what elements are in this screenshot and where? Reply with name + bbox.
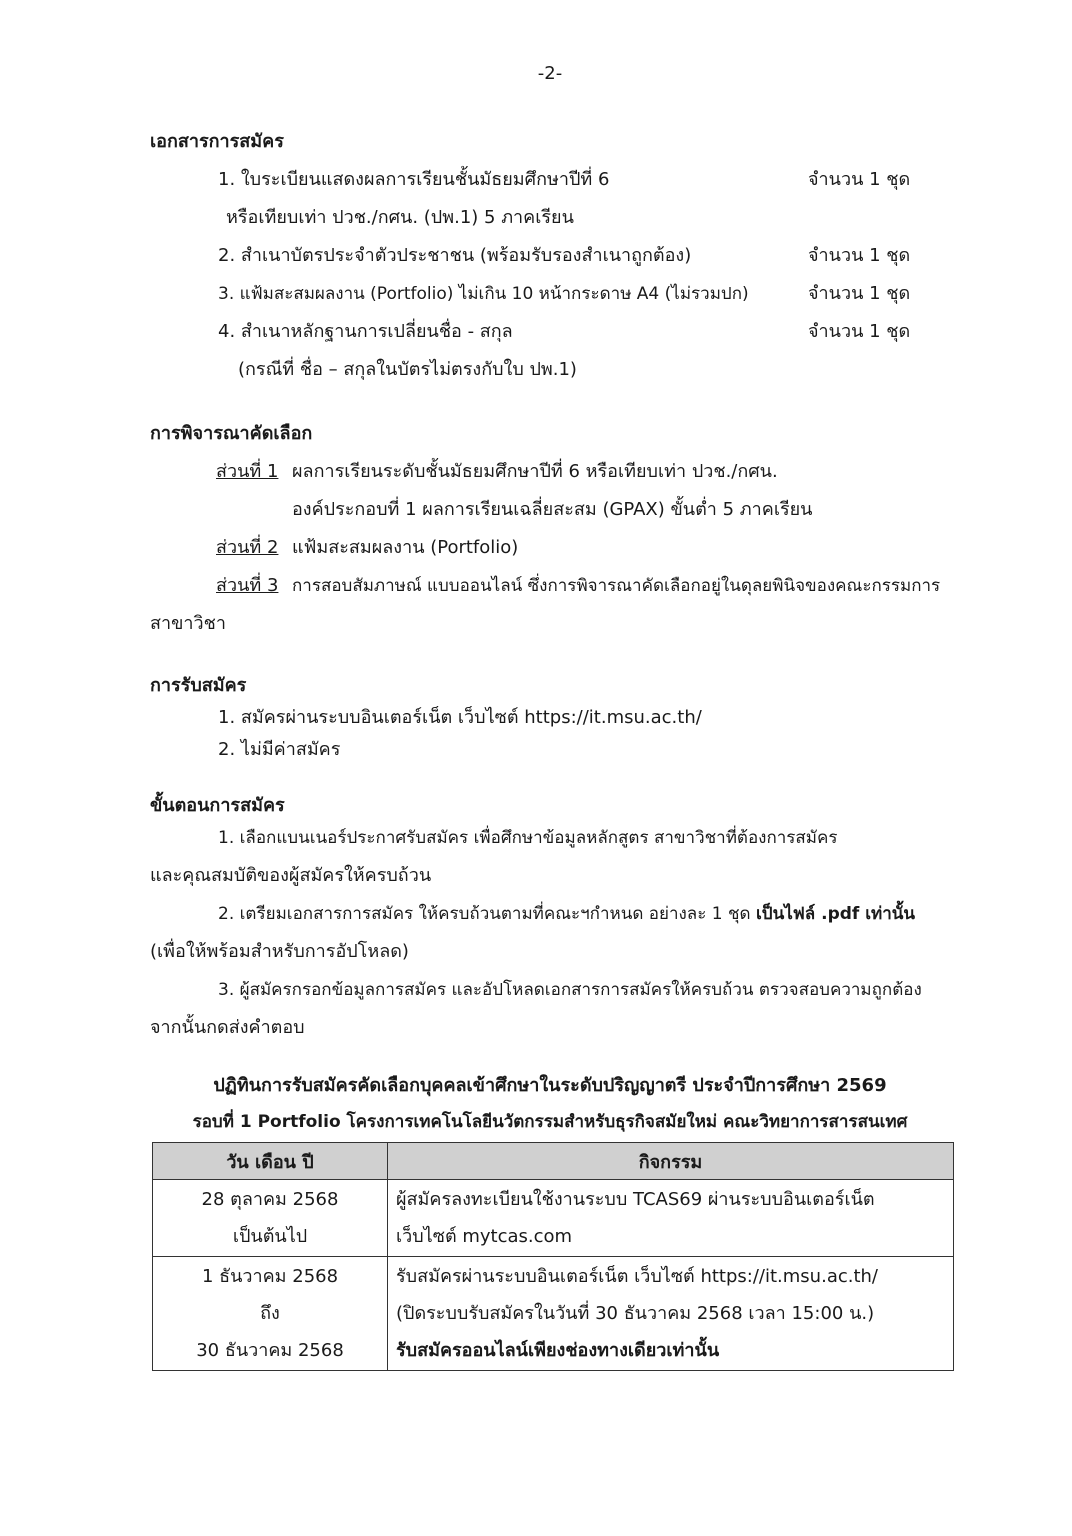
doc-item-1-qty: จำนวน 1 ชุด xyxy=(808,169,911,190)
calendar-row-2-date xyxy=(153,1257,388,1371)
calendar-row-1-activity xyxy=(388,1180,954,1257)
step-2-line-2: (เพื่อให้พร้อมสำหรับการอัปโหลด) xyxy=(150,941,409,962)
calendar-col-date: วัน เดือน ปี xyxy=(153,1143,388,1180)
calendar-row-2-activity-bold: รับสมัครออนไลน์เพียงช่องทางเดียวเท่านั้น xyxy=(396,1340,720,1361)
selection-part-2-label: ส่วนที่ 2 xyxy=(216,537,279,558)
calendar-row-1 xyxy=(153,1180,954,1257)
calendar-row-1-date xyxy=(153,1180,388,1257)
selection-part-3-line-1: การสอบสัมภาษณ์ แบบออนไลน์ ซึ่งการพิจารณาคัดเลือกอยู่ในดุลยพินิจของคณะกรรมการ xyxy=(292,576,941,596)
doc-item-2: 2. สำเนาบัตรประจำตัวประชาชน (พร้อมรับรองสำเนาถูกต้อง) xyxy=(218,245,692,266)
doc-item-3-qty: จำนวน 1 ชุด xyxy=(808,283,911,304)
calendar-row-2-activity-line-2: (ปิดระบบรับสมัครในวันที่ 30 ธันวาคม 2568 เวลา 15:00 น.) xyxy=(396,1303,875,1324)
calendar-row-1-activity-line-1: ผู้สมัครลงทะเบียนใช้งานระบบ TCAS69 ผ่านระบบอินเตอร์เน็ต xyxy=(396,1189,875,1210)
selection-part-3-line-2: สาขาวิชา xyxy=(150,613,226,634)
application-item-2: 2. ไม่มีค่าสมัคร xyxy=(218,739,341,760)
selection-heading: การพิจารณาคัดเลือก xyxy=(150,423,313,444)
doc-item-4-line-2: (กรณีที่ ชื่อ – สกุลในบัตรไม่ตรงกับใบ ปพ.1) xyxy=(238,359,577,380)
calendar-row-2-date-line-2: ถึง xyxy=(260,1303,280,1324)
doc-item-2-qty: จำนวน 1 ชุด xyxy=(808,245,911,266)
doc-item-1-line-1: 1. ใบระเบียนแสดงผลการเรียนชั้นมัธยมศึกษาปีที่ 6 xyxy=(218,169,610,190)
doc-item-3: 3. แฟ้มสะสมผลงาน (Portfolio) ไม่เกิน 10 หน้ากระดาษ A4 (ไม่รวมปก) xyxy=(218,284,749,304)
step-1-line-2: และคุณสมบัติของผู้สมัครให้ครบถ้วน xyxy=(150,865,432,886)
documents-heading: เอกสารการสมัคร xyxy=(150,131,284,152)
step-2-bold: เป็นไฟล์ .pdf เท่านั้น xyxy=(755,904,916,924)
selection-part-1-line-2: องค์ประกอบที่ 1 ผลการเรียนเฉลี่ยสะสม (GPAX) ขั้นต่ำ 5 ภาคเรียน xyxy=(292,499,813,520)
doc-item-4-qty: จำนวน 1 ชุด xyxy=(808,321,911,342)
selection-part-2-line-1: แฟ้มสะสมผลงาน (Portfolio) xyxy=(292,537,519,558)
calendar-row-1-date-line-1: 28 ตุลาคม 2568 xyxy=(201,1189,339,1210)
calendar-row-2-date-line-3: 30 ธันวาคม 2568 xyxy=(196,1340,344,1361)
selection-part-1-line-1: ผลการเรียนระดับชั้นมัธยมศึกษาปีที่ 6 หรือเทียบเท่า ปวช./กศน. xyxy=(292,461,778,482)
step-3-line-2: จากนั้นกดส่งคำตอบ xyxy=(150,1017,305,1038)
selection-part-3-label: ส่วนที่ 3 xyxy=(216,575,279,596)
calendar-table xyxy=(152,1142,954,1371)
steps-heading: ขั้นตอนการสมัคร xyxy=(150,795,285,816)
calendar-title-1: ปฏิทินการรับสมัครคัดเลือกบุคคลเข้าศึกษาในระดับปริญญาตรี ประจำปีการศึกษา 2569 xyxy=(213,1075,887,1096)
selection-part-1-label: ส่วนที่ 1 xyxy=(216,461,279,482)
calendar-row-2 xyxy=(153,1257,954,1371)
step-2-text: 2. เตรียมเอกสารการสมัคร ให้ครบถ้วนตามที่คณะฯกำหนด อย่างละ 1 ชุด xyxy=(218,904,756,924)
calendar-row-2-activity xyxy=(388,1257,954,1371)
step-1-line-1: 1. เลือกแบนเนอร์ประกาศรับสมัคร เพื่อศึกษาข้อมูลหลักสูตร สาขาวิชาที่ต้องการสมัคร xyxy=(218,828,838,848)
calendar-col-activity: กิจกรรม xyxy=(388,1143,954,1180)
application-heading: การรับสมัคร xyxy=(150,675,247,696)
step-2-line-1 xyxy=(218,902,915,926)
calendar-row-1-activity-line-2: เว็บไซต์ mytcas.com xyxy=(396,1226,573,1247)
calendar-title-2: รอบที่ 1 Portfolio โครงการเทคโนโลยีนวัตกรรมสำหรับธุรกิจสมัยใหม่ คณะวิทยาการสารสนเทศ xyxy=(192,1112,908,1132)
step-3-line-1: 3. ผู้สมัครกรอกข้อมูลการสมัคร และอัปโหลดเอกสารการสมัครให้ครบถ้วน ตรวจสอบความถูกต้อง xyxy=(218,980,922,1000)
doc-item-4-line-1: 4. สำเนาหลักฐานการเปลี่ยนชื่อ - สกุล xyxy=(218,321,513,342)
page-number: -2- xyxy=(537,63,563,84)
application-item-1: 1. สมัครผ่านระบบอินเตอร์เน็ต เว็บไซต์ https://it.msu.ac.th/ xyxy=(218,707,702,728)
calendar-header-row xyxy=(153,1143,954,1180)
doc-item-1-line-2: หรือเทียบเท่า ปวช./กศน. (ปพ.1) 5 ภาคเรียน xyxy=(226,207,574,228)
calendar-row-2-date-line-1: 1 ธันวาคม 2568 xyxy=(201,1266,339,1287)
calendar-row-2-activity-line-1: รับสมัครผ่านระบบอินเตอร์เน็ต เว็บไซต์ https://it.msu.ac.th/ xyxy=(396,1266,878,1287)
calendar-row-1-date-line-2: เป็นต้นไป xyxy=(232,1226,308,1247)
